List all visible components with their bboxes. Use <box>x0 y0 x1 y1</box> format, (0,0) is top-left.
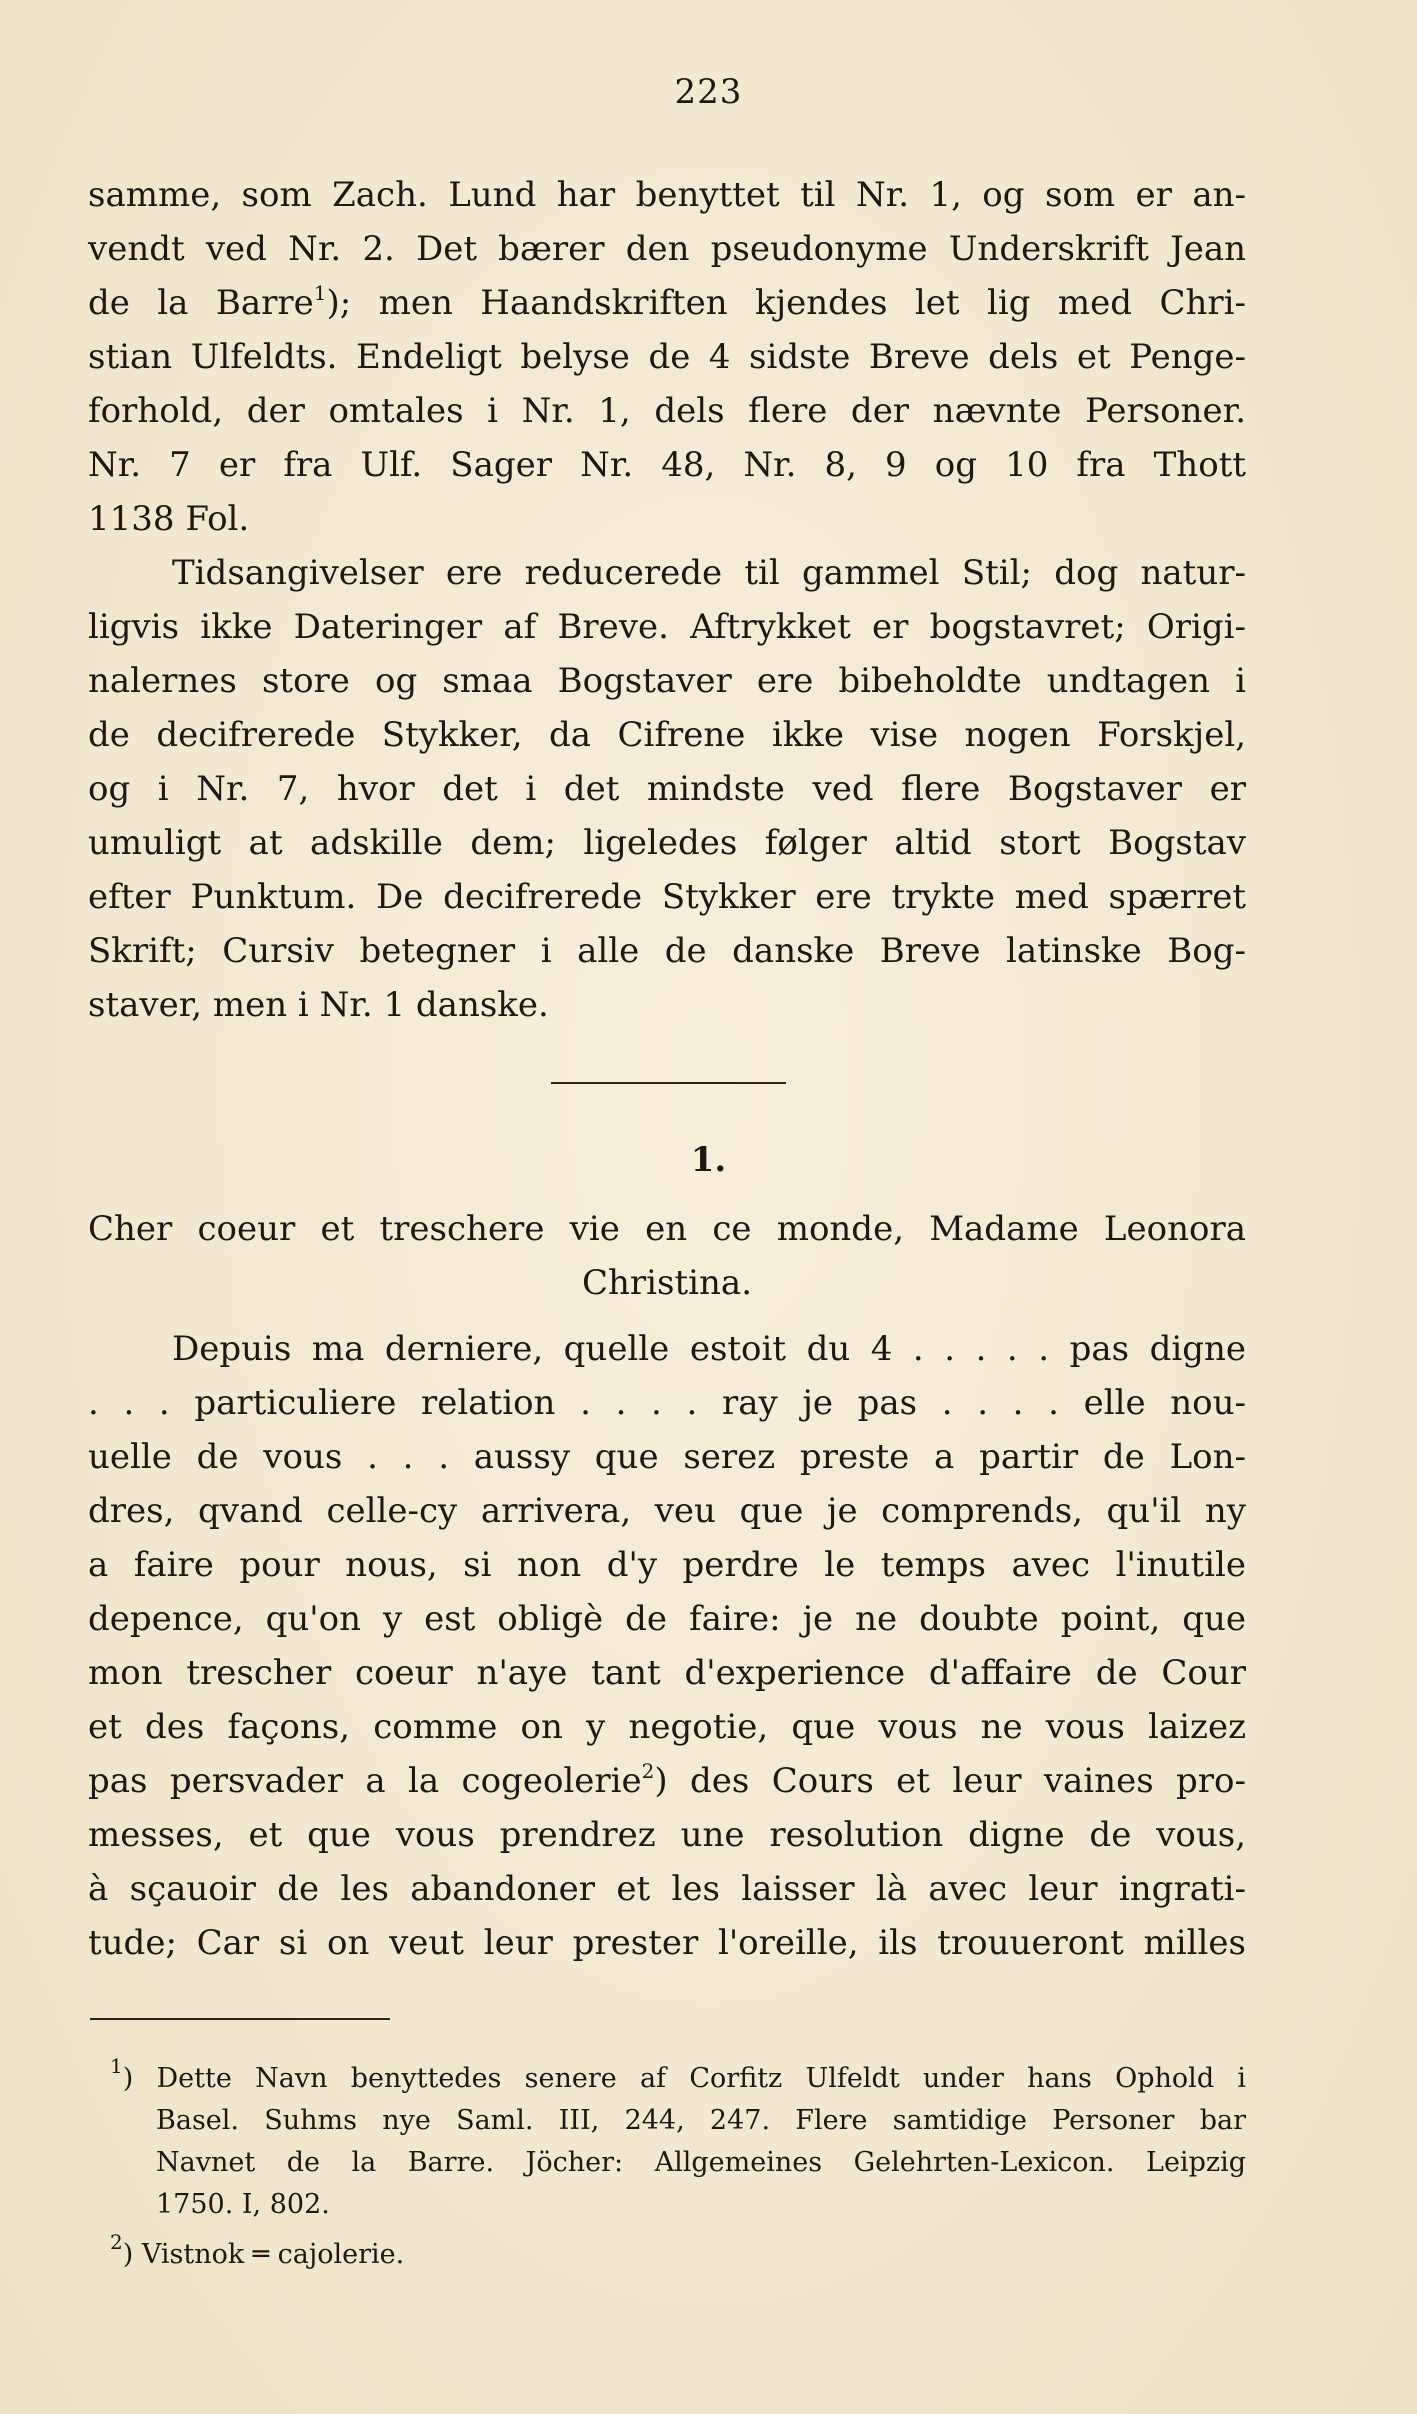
letter-number-heading: 1. <box>690 1140 727 1180</box>
text-line: vendt ved Nr. 2. Det bærer den pseudonyme Underskrift Jean <box>88 229 1246 269</box>
page-number: 223 <box>674 72 743 112</box>
text-line: . . . particuliere relation . . . . ray je pas . . . . elle nou- <box>88 1383 1246 1423</box>
section-divider <box>551 1082 786 1084</box>
footnote-mark: 1 <box>110 2054 123 2078</box>
text-line: og i Nr. 7, hvor det i det mindste ved flere Bogstaver er <box>88 769 1246 809</box>
text-line: samme, som Zach. Lund har benyttet til Nr. 1, og som er an- <box>88 175 1246 215</box>
text-line: Tidsangivelser ere reducerede til gammel Stil; dog natur- <box>172 553 1246 593</box>
text-line: et des façons, comme on y negotie, que vous ne vous laizez <box>88 1707 1246 1747</box>
text-line: messes, et que vous prendrez une resolution digne de vous, <box>88 1815 1246 1855</box>
letter-salutation <box>88 1202 1246 1310</box>
text-line: uelle de vous . . . aussy que serez preste a partir de Lon- <box>88 1437 1246 1477</box>
text-line: de decifrerede Stykker, da Cifrene ikke vise nogen Forskjel, <box>88 715 1246 755</box>
text-line: ligvis ikke Dateringer af Breve. Aftrykket er bogstavret; Origi- <box>88 607 1246 647</box>
text-line: Christina. <box>582 1263 752 1303</box>
footnote-1 <box>110 2054 1246 2226</box>
footnote-line: Navnet de la Barre. Jöcher: Allgemeines Gelehrten-Lexicon. Leipzig <box>156 2147 1246 2178</box>
footnote-line: Basel. Suhms nye Saml. III, 244, 247. Flere samtidige Personer bar <box>156 2105 1246 2136</box>
footnote-line: $^2$) Vistnok ═ cajolerie. <box>110 2230 405 2270</box>
text-line: Nr. 7 er fra Ulf. Sager Nr. 48, Nr. 8, 9 og 10 fra Thott <box>88 445 1246 485</box>
letter-body <box>88 1322 1246 1970</box>
text-line: 1138 Fol. <box>88 499 250 539</box>
text-line: umuligt at adskille dem; ligeledes følger altid stort Bogstav <box>88 823 1246 863</box>
text-line: de la Barre$^1$); men Haandskriften kjendes let lig med Chri- <box>88 281 1246 323</box>
text-line: a faire pour nous, si non d'y perdre le temps avec l'inutile <box>88 1545 1246 1585</box>
footnote-line: 1750. I, 802. <box>156 2189 330 2220</box>
text-line: staver, men i Nr. 1 danske. <box>88 985 549 1025</box>
text-line: Skrift; Cursiv betegner i alle de danske Breve latinske Bog- <box>88 931 1246 971</box>
editorial-paragraph <box>88 546 1246 1032</box>
footnote-line: $^1$) Dette Navn benyttedes senere af Corfitz Ulfeldt under hans Ophold i <box>110 2054 1246 2094</box>
footnote-2 <box>110 2230 1246 2276</box>
text-line: nalernes store og smaa Bogstaver ere bibeholdte undtagen i <box>88 661 1246 701</box>
text-line: depence, qu'on y est obligè de faire: je ne doubte point, que <box>88 1599 1246 1639</box>
text-line: forhold, der omtales i Nr. 1, dels flere der nævnte Personer. <box>88 391 1246 431</box>
text-line: Cher coeur et treschere vie en ce monde, Madame Leonora <box>88 1209 1246 1249</box>
text-line: tude; Car si on veut leur prester l'oreille, ils trouueront milles <box>88 1923 1246 1963</box>
footnote-mark: 2 <box>110 2230 123 2254</box>
footnote-ref-2: 2 <box>641 1759 655 1783</box>
text-line: à sçauoir de les abandoner et les laisser là avec leur ingrati- <box>88 1869 1246 1909</box>
text-line: mon trescher coeur n'aye tant d'experience d'affaire de Cour <box>88 1653 1246 1693</box>
intro-paragraph <box>88 168 1246 546</box>
footnote-divider <box>90 2018 390 2020</box>
text-line: stian Ulfeldts. Endeligt belyse de 4 sidste Breve dels et Penge- <box>88 337 1246 377</box>
text-line: pas persvader a la cogeolerie$^2$) des Cours et leur vaines pro- <box>88 1759 1246 1801</box>
text-line: Depuis ma derniere, quelle estoit du 4 . . . . . pas digne <box>172 1329 1246 1369</box>
footnote-ref-1: 1 <box>313 281 327 305</box>
text-line: efter Punktum. De decifrerede Stykker ere trykte med spærret <box>88 877 1246 917</box>
text-line: dres, qvand celle-cy arrivera, veu que je comprends, qu'il ny <box>88 1491 1246 1531</box>
